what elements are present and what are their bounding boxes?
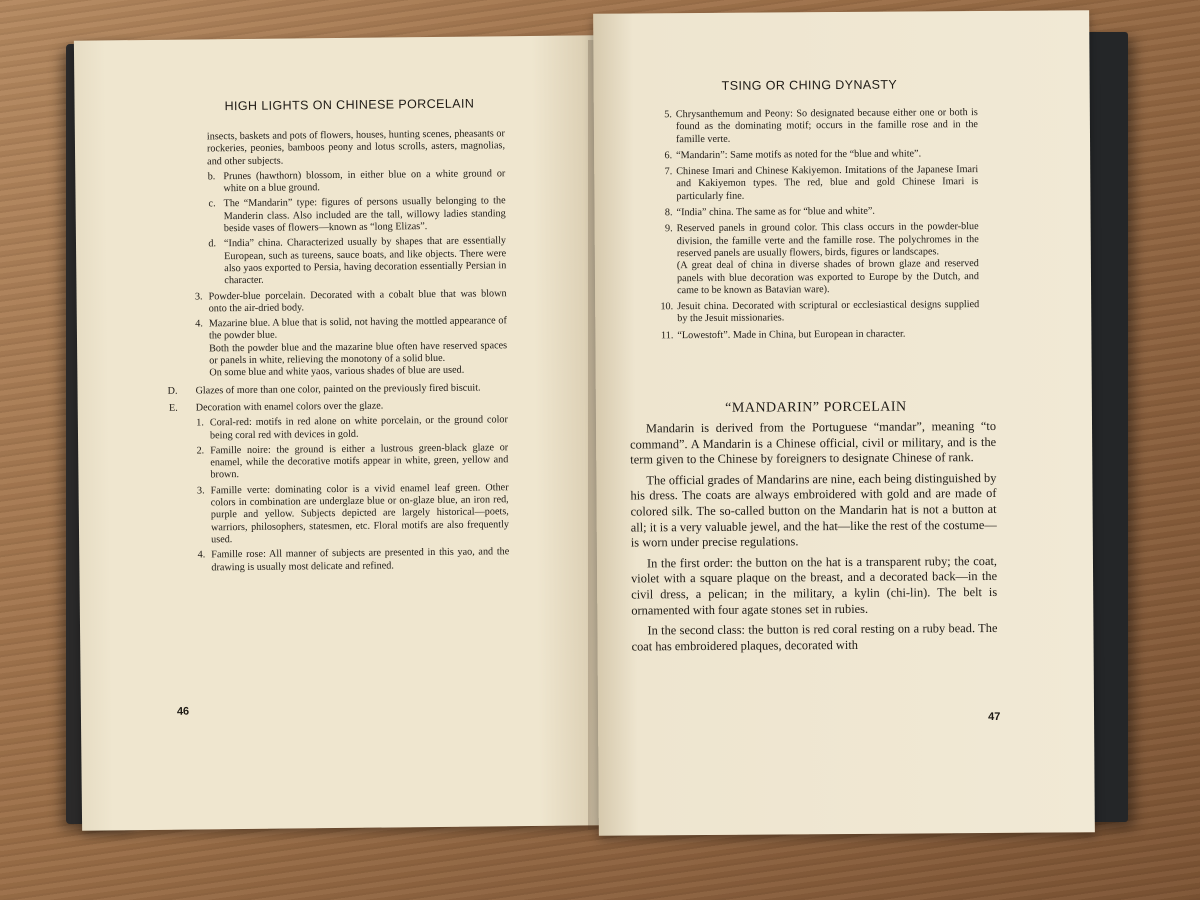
list-text: Famille rose: All manner of subjects are presented in this yao, and the drawing is usually most delicate and refined. bbox=[211, 546, 510, 573]
left-running-head: HIGH LIGHTS ON CHINESE PORCELAIN bbox=[224, 96, 475, 114]
right-page-body bbox=[630, 419, 998, 660]
list-marker: 4. bbox=[197, 549, 206, 561]
list-item bbox=[658, 107, 978, 146]
list-item bbox=[658, 164, 978, 203]
section-e bbox=[168, 399, 508, 415]
list-item bbox=[658, 205, 978, 220]
list-item bbox=[196, 414, 508, 442]
left-page-number: 46 bbox=[176, 705, 190, 718]
list-marker: 8. bbox=[664, 207, 673, 219]
item-note: (A great deal of china in diverse shades of brown glaze and reserved panels with blue decoration was exported to Europe by the Dutch, and came to be known as Batavian ware). bbox=[676, 258, 980, 297]
list-item bbox=[659, 328, 979, 343]
list-marker: 9. bbox=[664, 223, 673, 235]
paragraph: The official grades of Mandarins are nine, each being distinguished by his dress. The coats are always embroidered with gold and are made of colored silk. The so-called button on the Mandarin hat is not a button at all; it is a very valuable jewel, and the hat—like the rest of the costume—is worn under precise regulations. bbox=[630, 470, 997, 550]
list-text: Jesuit china. Decorated with scriptural or ecclesiastical designs supplied by the Jesuit missionaries. bbox=[677, 299, 980, 325]
right-page-list bbox=[658, 107, 980, 346]
list-text: “Mandarin”: Same motifs as noted for the “blue and white”. bbox=[676, 148, 922, 162]
list-item bbox=[196, 442, 508, 482]
list-marker: d. bbox=[208, 238, 217, 250]
list-item bbox=[193, 168, 505, 196]
list-text: “India” china. Characterized usually by shapes that are essentially European, such as tureens, sauce boats, and like objects. There were also yaos exported to Persia, having decoration essentially Persian in character. bbox=[223, 235, 507, 287]
list-marker: 3. bbox=[196, 485, 205, 497]
right-page bbox=[593, 10, 1095, 835]
list-marker: 2. bbox=[196, 445, 205, 457]
list-marker: 1. bbox=[196, 417, 204, 429]
right-running-head: TSING OR CHING DYNASTY bbox=[721, 77, 898, 93]
list-text: Chrysanthemum and Peony: So designated because either one or both is found as the dominating motif; occurs in the famille rose and in the famille verte. bbox=[675, 107, 978, 145]
list-item bbox=[194, 236, 506, 288]
section-marker: E. bbox=[168, 402, 178, 414]
list-item bbox=[197, 482, 510, 547]
list-marker: 5. bbox=[664, 109, 672, 121]
list-text: “Lowestoft”. Made in China, but European in character. bbox=[677, 328, 906, 341]
section-d bbox=[167, 382, 507, 398]
section-text: Glazes of more than one color, painted on the previously fired biscuit. bbox=[195, 382, 481, 397]
list-marker: 10. bbox=[660, 301, 674, 313]
section-heading: “MANDARIN” PORCELAIN bbox=[725, 399, 907, 416]
paragraph: In the first order: the button on the hat is a transparent ruby; the coat, violet with a square plaque on the breast, and a decorated back—in the civil dress, a pelican; in the military, a kylin (chi-lin). The belt is ornamented with four agate stones set in rubies. bbox=[631, 553, 998, 618]
list-marker: c. bbox=[208, 198, 216, 210]
list-marker: 3. bbox=[194, 290, 203, 303]
list-text: Famille noire: the ground is either a lustrous green-black glaze or enamel, while the decorative motifs appear in white, green, yellow and brown. bbox=[210, 442, 509, 481]
paragraph: Both the powder blue and the mazarine blue often have reserved spaces or panels in white, relieving the monotony of a solid blue. bbox=[209, 339, 508, 367]
list-text: “India” china. The same as for “blue and white”. bbox=[676, 205, 875, 219]
list-marker: 11. bbox=[660, 329, 674, 342]
list-item bbox=[659, 221, 979, 260]
left-page bbox=[74, 35, 602, 830]
right-page-number: 47 bbox=[988, 710, 1001, 724]
list-text: Prunes (hawthorn) blossom, in either blue on a white ground or white on a blue ground. bbox=[223, 168, 506, 195]
list-marker: 4. bbox=[195, 318, 203, 330]
list-text: Powder-blue porcelain. Decorated with a cobalt blue that was blown onto the air-dried body. bbox=[208, 287, 507, 315]
paragraph: In the second class: the button is red coral resting on a ruby bead. The coat has embroidered plaques, decorated with bbox=[631, 621, 998, 654]
section-text: Decoration with enamel colors over the glaze. bbox=[195, 400, 384, 414]
list-item bbox=[659, 299, 979, 326]
paragraph: Mandarin is derived from the Portuguese “mandar”, meaning “to command”. A Mandarin is a Chinese official, civil or military, and is the term given to the Chinese by foreigners to designate Chinese of rank. bbox=[630, 418, 997, 467]
list-marker: 7. bbox=[664, 166, 673, 178]
list-item bbox=[195, 288, 507, 316]
list-marker: b. bbox=[207, 171, 216, 183]
list-marker: 6. bbox=[664, 150, 673, 162]
list-text: Chinese Imari and Chinese Kakiyemon. Imitations of the Japanese Imari and Kakiyemon types. The red, blue and gold Chinese Imari is particularly fine. bbox=[676, 164, 979, 202]
list-text: Famille verte: dominating color is a vivid enamel leaf green. Other colors in combination are underglaze blue or on-glaze blue, an iron red, purple and yellow. Subjects depicted are largely historical—poets, warriors, philosophers, statesmen, etc. Floral motifs are also frequently used. bbox=[210, 481, 510, 546]
intro-continuation: insects, baskets and pots of flowers, houses, hunting scenes, pheasants or rockeries, peonies, bamboos peony and lotus scrolls, asters, magnolias, and other subjects. bbox=[206, 128, 506, 167]
list-item bbox=[658, 148, 978, 163]
list-text: Reserved panels in ground color. This class occurs in the powder-blue division, the famille verte and the famille rose. The polychromes in the reserved panels are usually flowers, birds, figures or landscapes. bbox=[676, 221, 979, 260]
list-item bbox=[195, 315, 507, 343]
list-text: The “Mandarin” type: figures of persons usually belonging to the Manderin class. Also included are the tall, willowy ladies standing beside vases of flowers—known as “long Elizas”. bbox=[223, 195, 506, 235]
list-text: Coral-red: motifs in red alone on white porcelain, or the ground color being coral red with devices in gold. bbox=[209, 414, 508, 441]
list-item bbox=[194, 196, 506, 236]
list-text: Mazarine blue. A blue that is solid, not having the mottled appearance of the powder blue. bbox=[208, 315, 507, 342]
left-page-text bbox=[167, 128, 510, 577]
paragraph: On some blue and white yaos, various shades of blue are used. bbox=[209, 365, 465, 379]
list-item bbox=[197, 546, 509, 574]
section-marker: D. bbox=[167, 385, 178, 397]
